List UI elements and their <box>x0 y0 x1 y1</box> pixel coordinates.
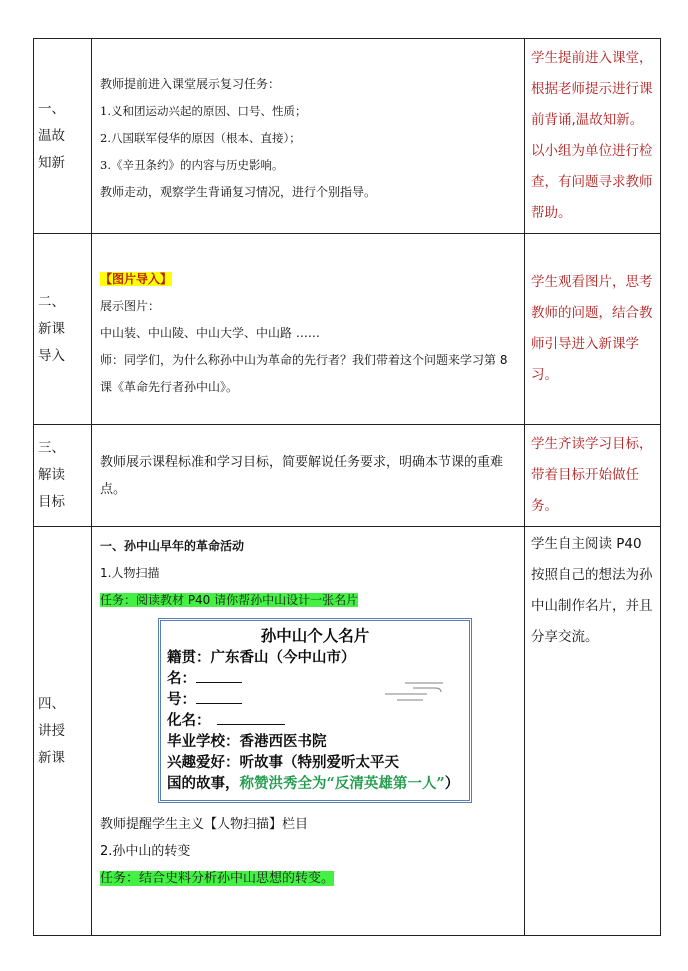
stage-label: 新课 <box>38 749 65 766</box>
teacher-activity-cell <box>92 527 525 936</box>
stage-number: 一、 <box>38 100 65 117</box>
review-task: 2.八国联军侵华的原因（根本、直接）； <box>100 130 301 145</box>
card-hobby-quote: 称赞洪秀全为“反清英雄第一人” <box>239 775 445 792</box>
card-alias-label: 号： <box>167 691 196 708</box>
cloud-decoration-icon <box>383 679 455 705</box>
stage-label: 讲授 <box>38 722 65 739</box>
blank-line <box>196 668 242 683</box>
card-hobby-text: 国的故事， <box>167 775 240 792</box>
stage-label: 知新 <box>38 154 65 171</box>
student-activity-text: 学生齐读学习目标，带着目标开始做任务。 <box>531 436 653 514</box>
teacher-line: 教师展示课程标准和学习目标，简要解说任务要求，明确本节课的重难点。 <box>100 454 504 497</box>
stage-label: 新课 <box>38 320 65 337</box>
student-activity-cell <box>525 425 661 527</box>
card-name-label: 名： <box>167 670 196 687</box>
stage-number: 二、 <box>38 293 65 310</box>
student-activity-cell <box>525 527 661 936</box>
table-row <box>34 39 661 234</box>
table-row <box>34 425 661 527</box>
stage-label: 目标 <box>38 494 65 510</box>
subsection-title: 2.孙中山的转变 <box>100 844 191 859</box>
teacher-intro: 教师提前进入课堂展示复习任务： <box>100 76 281 91</box>
stage-cell <box>34 527 92 936</box>
section-tag: 【图片导入】 <box>100 271 173 286</box>
table-row <box>34 234 661 425</box>
teacher-line: 中山装、中山陵、中山大学、中山路 …… <box>100 325 320 340</box>
card-hometown: 籍贯：广东香山（今中山市） <box>167 649 356 666</box>
table-row <box>34 527 661 936</box>
stage-label: 导入 <box>38 347 65 364</box>
student-activity-text: 学生自主阅读 P40 按照自己的想法为孙中山制作名片，并且分享交流。 <box>531 536 653 645</box>
name-card-image <box>158 618 472 803</box>
section-heading: 一、孙中山早年的革命活动 <box>100 539 245 553</box>
stage-number: 四、 <box>38 695 65 712</box>
blank-line <box>196 689 242 704</box>
card-hobby-line: 兴趣爱好：听故事（特别爱听太平天 <box>167 754 399 771</box>
teacher-question: 师：同学们，为什么称孙中山为革命的先行者？我们带着这个问题来学习第 8 课《革命先行者孙中山》。 <box>100 352 508 394</box>
task-highlight: 任务：结合史料分析孙中山思想的转变。 <box>100 871 335 886</box>
card-school: 毕业学校：香港西医书院 <box>167 733 327 750</box>
stage-number: 三、 <box>38 440 65 456</box>
teacher-activity-cell <box>92 234 525 425</box>
review-task: 1.义和团运动兴起的原因、口号、性质； <box>100 103 307 118</box>
teacher-activity-cell <box>92 425 525 527</box>
teacher-reminder: 教师提醒学生主义【人物扫描】栏目 <box>100 817 309 832</box>
student-activity-text: 学生观看图片，思考教师的问题，结合教师引导进入新课学习。 <box>531 274 653 383</box>
review-task: 3.《辛丑条约》的内容与历史影响。 <box>100 157 284 172</box>
lesson-plan-table <box>33 38 661 936</box>
student-activity-text: 学生提前进入课堂，根据老师提示进行课前背诵,温故知新。以小组为单位进行检查，有问题寻求教师帮助。 <box>531 50 653 221</box>
teacher-activity-cell <box>92 39 525 234</box>
student-activity-cell <box>525 234 661 425</box>
stage-label: 解读 <box>38 467 65 483</box>
student-activity-cell <box>525 39 661 234</box>
card-title: 孙中山个人名片 <box>260 626 370 645</box>
task-highlight: 任务：阅读教材 P40 请你帮孙中山设计一张名片 <box>100 593 359 607</box>
stage-cell <box>34 39 92 234</box>
card-hobby-end: ） <box>444 775 460 792</box>
stage-label: 温故 <box>38 127 65 144</box>
stage-cell <box>34 425 92 527</box>
stage-cell <box>34 234 92 425</box>
teacher-outro: 教师走动，观察学生背诵复习情况，进行个别指导。 <box>100 184 377 199</box>
subsection-title: 1.人物扫描 <box>100 566 160 580</box>
teacher-line: 展示图片： <box>100 298 161 313</box>
blank-line <box>217 710 285 725</box>
card-pseudonym-label: 化名： <box>167 712 211 729</box>
